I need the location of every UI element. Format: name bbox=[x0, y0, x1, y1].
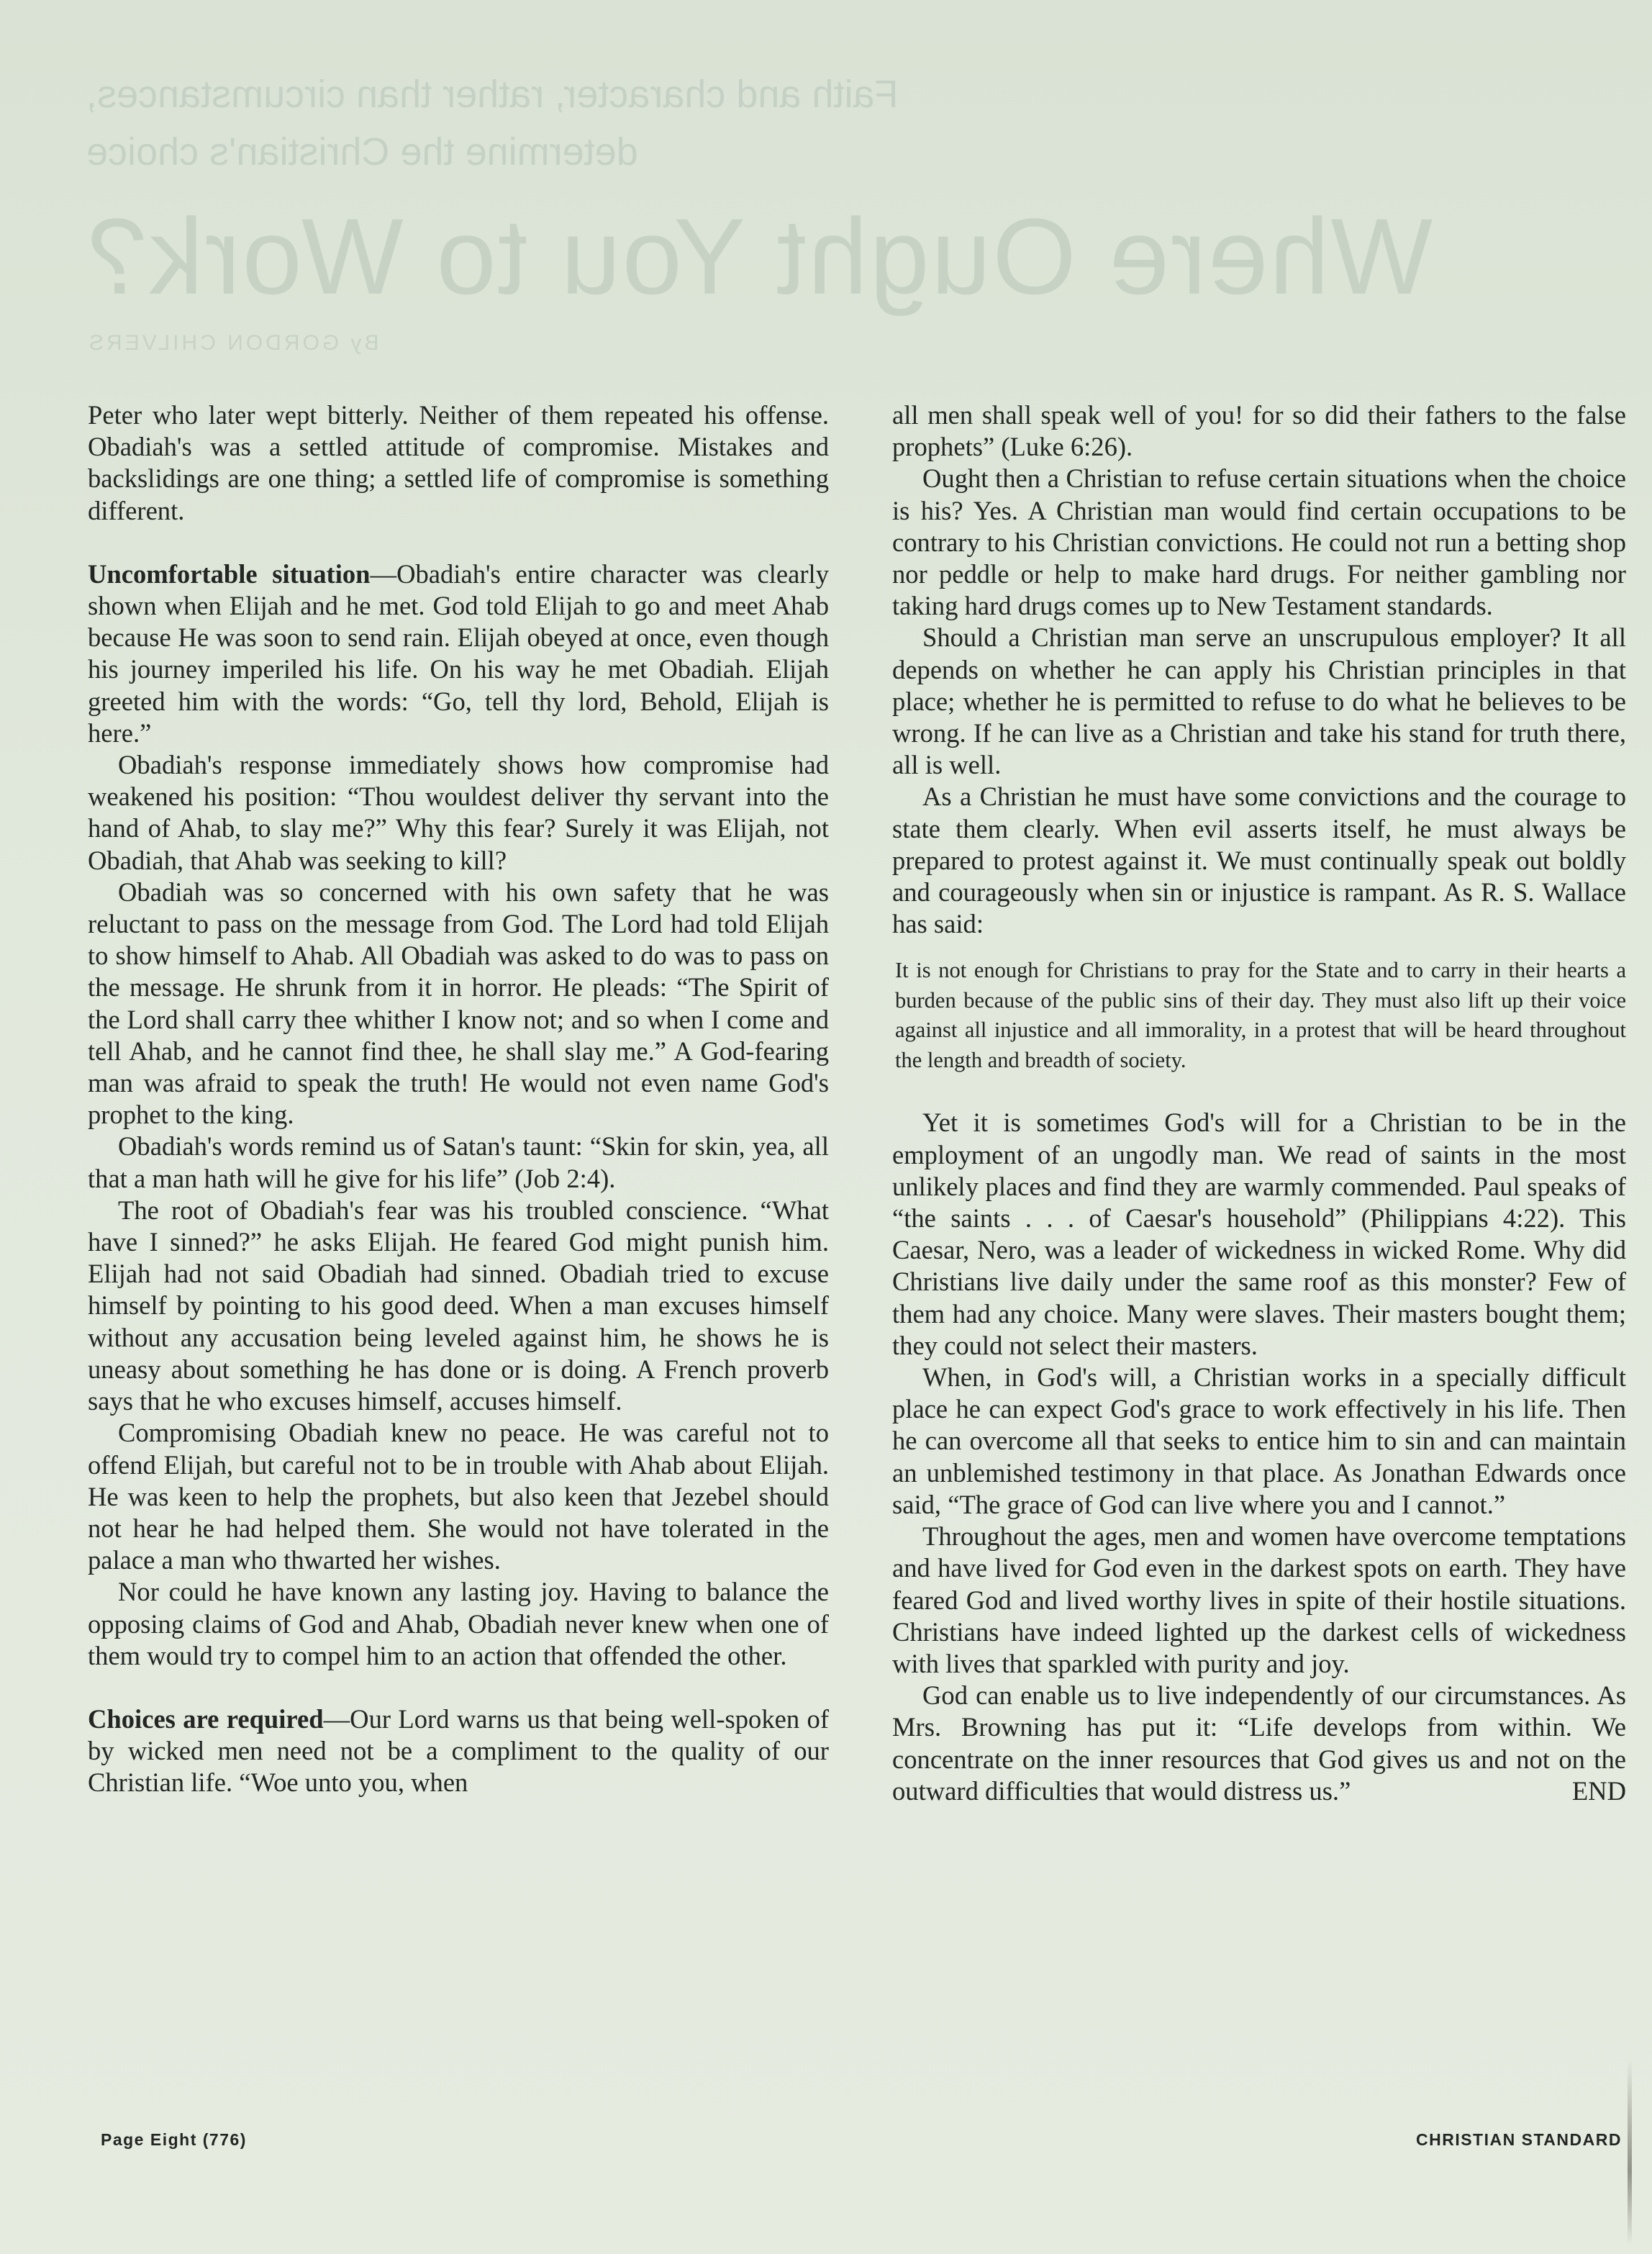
page-number-footer: Page Eight (776) bbox=[101, 2130, 247, 2149]
right-column bbox=[892, 399, 1626, 1807]
paragraph bbox=[892, 1680, 1626, 1807]
bleed-through-subtitle-1: Faith and character, rather than circumstances, bbox=[86, 73, 899, 116]
paragraph: Should a Christian man serve an unscrupulous employer? It all depends on whether he can apply his Christian principles in that place; whether he is permitted to refuse to do what he believes to be wrong. If he can live as a Christian and take his stand for truth there, all is well. bbox=[892, 623, 1626, 780]
section-heading: Choices are required bbox=[88, 1703, 324, 1734]
publication-name-footer: CHRISTIAN STANDARD bbox=[1416, 2130, 1622, 2149]
paragraph: Nor could he have known any lasting joy. Having to balance the opposing claims of God and Ahab, Obadiah never knew when one of them would try to compel him to an action that offended the other. bbox=[88, 1577, 829, 1670]
left-column bbox=[88, 399, 829, 1799]
section-gap bbox=[88, 527, 829, 558]
binding-edge-mark bbox=[1628, 2058, 1632, 2245]
bleed-through-heading bbox=[58, 72, 1626, 374]
paragraph: Ought then a Christian to refuse certain situations when the choice is his? Yes. A Christian man would find certain occupations to be contrary to his Christian convictions. He could not run a betting shop nor peddle or help to make hard drugs. For neither gambling nor taking hard drugs comes up to New Testament standards. bbox=[892, 463, 1626, 621]
paragraph: Yet it is sometimes God's will for a Christian to be in the employment of an ungodly man. We read of saints in the most unlikely places and find they are warmly commended. Paul speaks of “the saints . . . of Caesar's household” (Philippians 4:22). This Caesar, Nero, was a leader of wickedness in wicked Rome. Why did Christians live daily under the same roof as this monster? Few of them had any choice. Many were slaves. Their masters bought them; they could not select their masters. bbox=[892, 1108, 1626, 1360]
paragraph: When, in God's will, a Christian works in a specially difficult place he can expect God's grace to work effectively in his life. Then he can overcome all that seeks to entice him to sin and can maintain an unblemished testimony in that place. As Jonathan Edwards once said, “The grace of God can live where you and I cannot.” bbox=[892, 1362, 1626, 1519]
bleed-through-title: Where Ought You to Work? bbox=[86, 196, 1433, 317]
section-heading: Uncomfortable situation bbox=[88, 558, 371, 589]
paragraph-text: —Obadiah's entire character was clearly shown when Elijah and he met. God told Elijah to go and meet Ahab because He was soon to send rain. Elijah obeyed at once, even though his journey imperiled his life. On his way he met Obadiah. Elijah greeted him with the words: “Go, tell thy lord, Behold, Elijah is here.” bbox=[88, 558, 829, 748]
paragraph-text: —Our Lord warns us that being well-spoken of by wicked men need not be a compliment to the quality of our Christian life. “Woe unto you, when bbox=[88, 1703, 829, 1798]
paragraph: As a Christian he must have some convictions and the courage to state them clearly. When evil asserts itself, he must always be prepared to protest against it. We must continually speak out boldly and courageously when sin or injustice is rampant. As R. S. Wallace has said: bbox=[892, 782, 1626, 939]
bleed-through-byline: By GORDON CHILVERS bbox=[86, 331, 379, 355]
bleed-through-subtitle-2: determine the Christian's choice bbox=[86, 130, 638, 173]
section-gap bbox=[88, 1672, 829, 1703]
paragraph: Obadiah's words remind us of Satan's taunt: “Skin for skin, yea, all that a man hath will he give for his life” (Job 2:4). bbox=[88, 1131, 829, 1193]
paragraph: Obadiah's response immediately shows how compromise had weakened his position: “Thou wouldest deliver thy servant into the hand of Ahab, to slay me?” Why this fear? Surely it was Elijah, not Obadiah, that Ahab was seeking to kill? bbox=[88, 750, 829, 875]
end-mark: END bbox=[1571, 1775, 1626, 1806]
paragraph: Compromising Obadiah knew no peace. He was careful not to offend Elijah, but careful not to be in trouble with Ahab about Elijah. He was keen to help the prophets, but also keen that Jezebel should not hear he had helped them. She would not have tolerated in the palace a man who thwarted her wishes. bbox=[88, 1418, 829, 1575]
paragraph-text: God can enable us to live independently of our circumstances. As Mrs. Browning has put it: “Life develops from within. We concentrate on the inner resources that God gives us and not on the outward difficulties that would distress us.” bbox=[892, 1680, 1626, 1806]
paragraph: Obadiah was so concerned with his own safety that he was reluctant to pass on the message from God. The Lord had told Elijah to show himself to Ahab. All Obadiah was asked to do was to pass on the message. He shrunk from it in horror. He pleads: “The Spirit of the Lord shall carry thee whither I know not; and so when I come and tell Ahab, and he cannot find thee, he shall slay me.” A God-fearing man was afraid to speak the truth! He would not even name God's prophet to the king. bbox=[88, 877, 829, 1130]
paragraph bbox=[88, 558, 829, 749]
paragraph bbox=[88, 1703, 829, 1799]
paragraph: Peter who later wept bitterly. Neither of them repeated his offense. Obadiah's was a settled attitude of compromise. Mistakes and backslidings are one thing; a settled life of compromise is something different. bbox=[88, 400, 829, 525]
paragraph: all men shall speak well of you! for so did their fathers to the false prophets” (Luke 6:26). bbox=[892, 400, 1626, 462]
paragraph: The root of Obadiah's fear was his troubled conscience. “What have I sinned?” he asks Elijah. He feared God might punish him. Elijah had not said Obadiah had sinned. Obadiah tried to excuse himself by pointing to his good deed. When a man excuses himself without any accusation being leveled against him, he shows he is uneasy about something he has done or is doing. A French proverb says that he who excuses himself, accuses himself. bbox=[88, 1195, 829, 1416]
paragraph: Throughout the ages, men and women have overcome temptations and have lived for God even in the darkest spots on earth. They have feared God and lived worthy lives in spite of their hostile situations. Christians have indeed lighted up the darkest cells of wickedness with lives that sparkled with purity and joy. bbox=[892, 1521, 1626, 1678]
block-quote: It is not enough for Christians to pray for the State and to carry in their hearts a burden because of the public sins of their day. They must also lift up their voice against all injustice and all immorality, in a protest that will be heard throughout the length and breadth of society. bbox=[895, 958, 1626, 1072]
